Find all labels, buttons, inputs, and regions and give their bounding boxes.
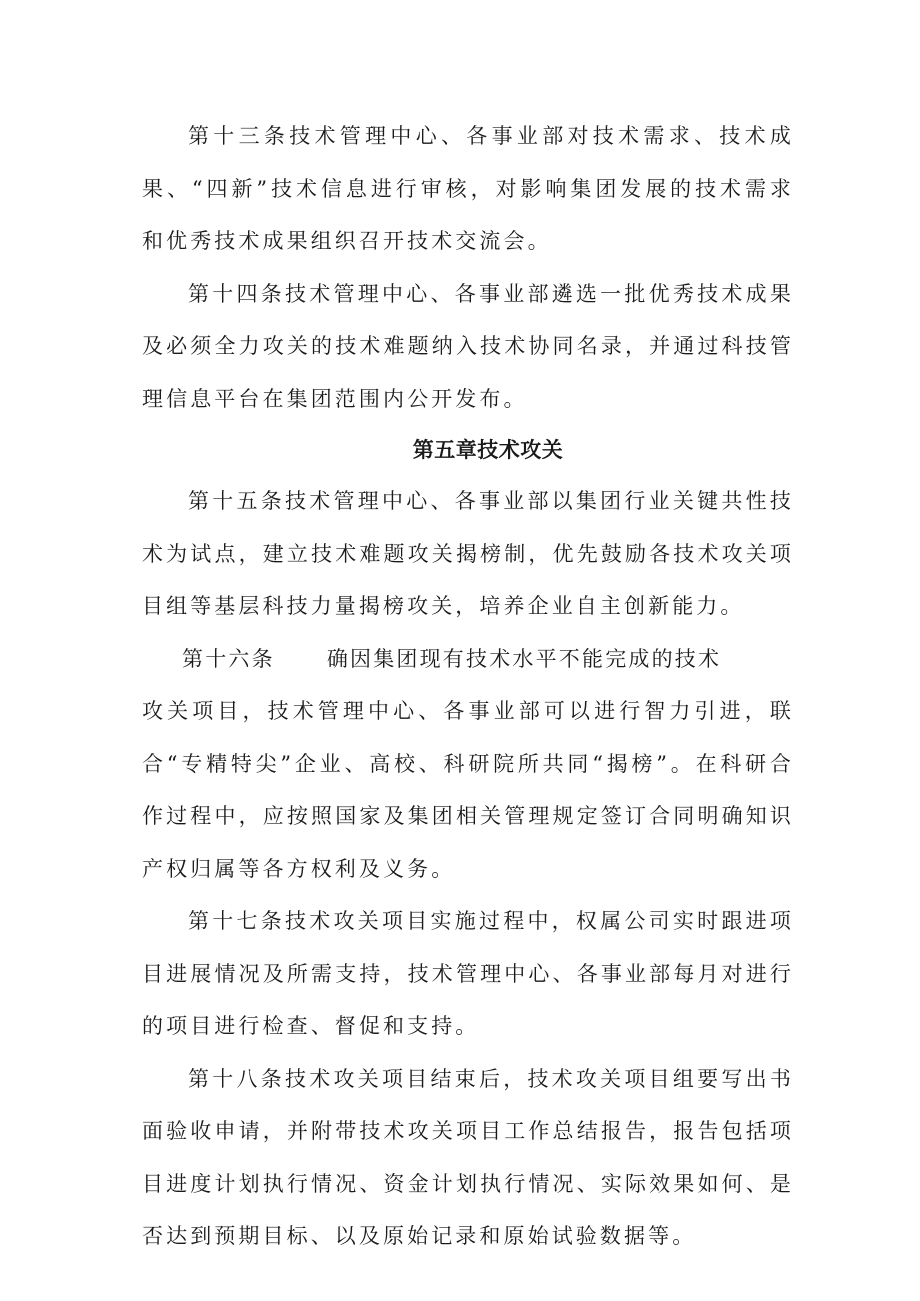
chapter-5-heading: 第五章技术攻关 [412, 438, 564, 462]
article-15-paragraph: 第十五条技术管理中心、各事业部以集团行业关键共性技术为试点，建立技术难题攻关揭榜制，优先鼓励各技术攻关项目组等基层科技力量揭榜攻关，培养企业自主创新能力。 [142, 489, 794, 618]
article-14-paragraph: 第十四条技术管理中心、各事业部遴选一批优秀技术成果及必须全力攻关的技术难题纳入技术协同名录，并通过科技管理信息平台在集团范围内公开发布。 [142, 281, 794, 411]
article-16-lead: 确因集团现有技术水平不能完成的技术 [326, 646, 722, 671]
article-13-paragraph: 第十三条技术管理中心、各事业部对技术需求、技术成果、“四新”技术信息进行审核，对影响集团发展的技术需求和优秀技术成果组织召开技术交流会。 [142, 124, 794, 253]
article-18-paragraph: 第十八条技术攻关项目结束后，技术攻关项目组要写出书面验收申请，并附带技术攻关项目工作总结报告，报告包括项目进度计划执行情况、资金计划执行情况、实际效果如何、是否达到预期目标、以及原始记录和原始试验数据等。 [142, 1066, 794, 1248]
article-17-paragraph: 第十七条技术攻关项目实施过程中，权属公司实时跟进项目进展情况及所需支持，技术管理中心、各事业部每月对进行的项目进行检查、督促和支持。 [142, 909, 794, 1038]
article-16-body: 攻关项目，技术管理中心、各事业部可以进行智力引进，联合“专精特尖”企业、高校、科研院所共同“揭榜”。在科研合作过程中，应按照国家及集团相关管理规定签订合同明确知识产权归属等各方权利及义务。 [142, 699, 794, 881]
article-16-first-line [142, 633, 794, 686]
article-16-label: 第十六条 [182, 646, 275, 671]
